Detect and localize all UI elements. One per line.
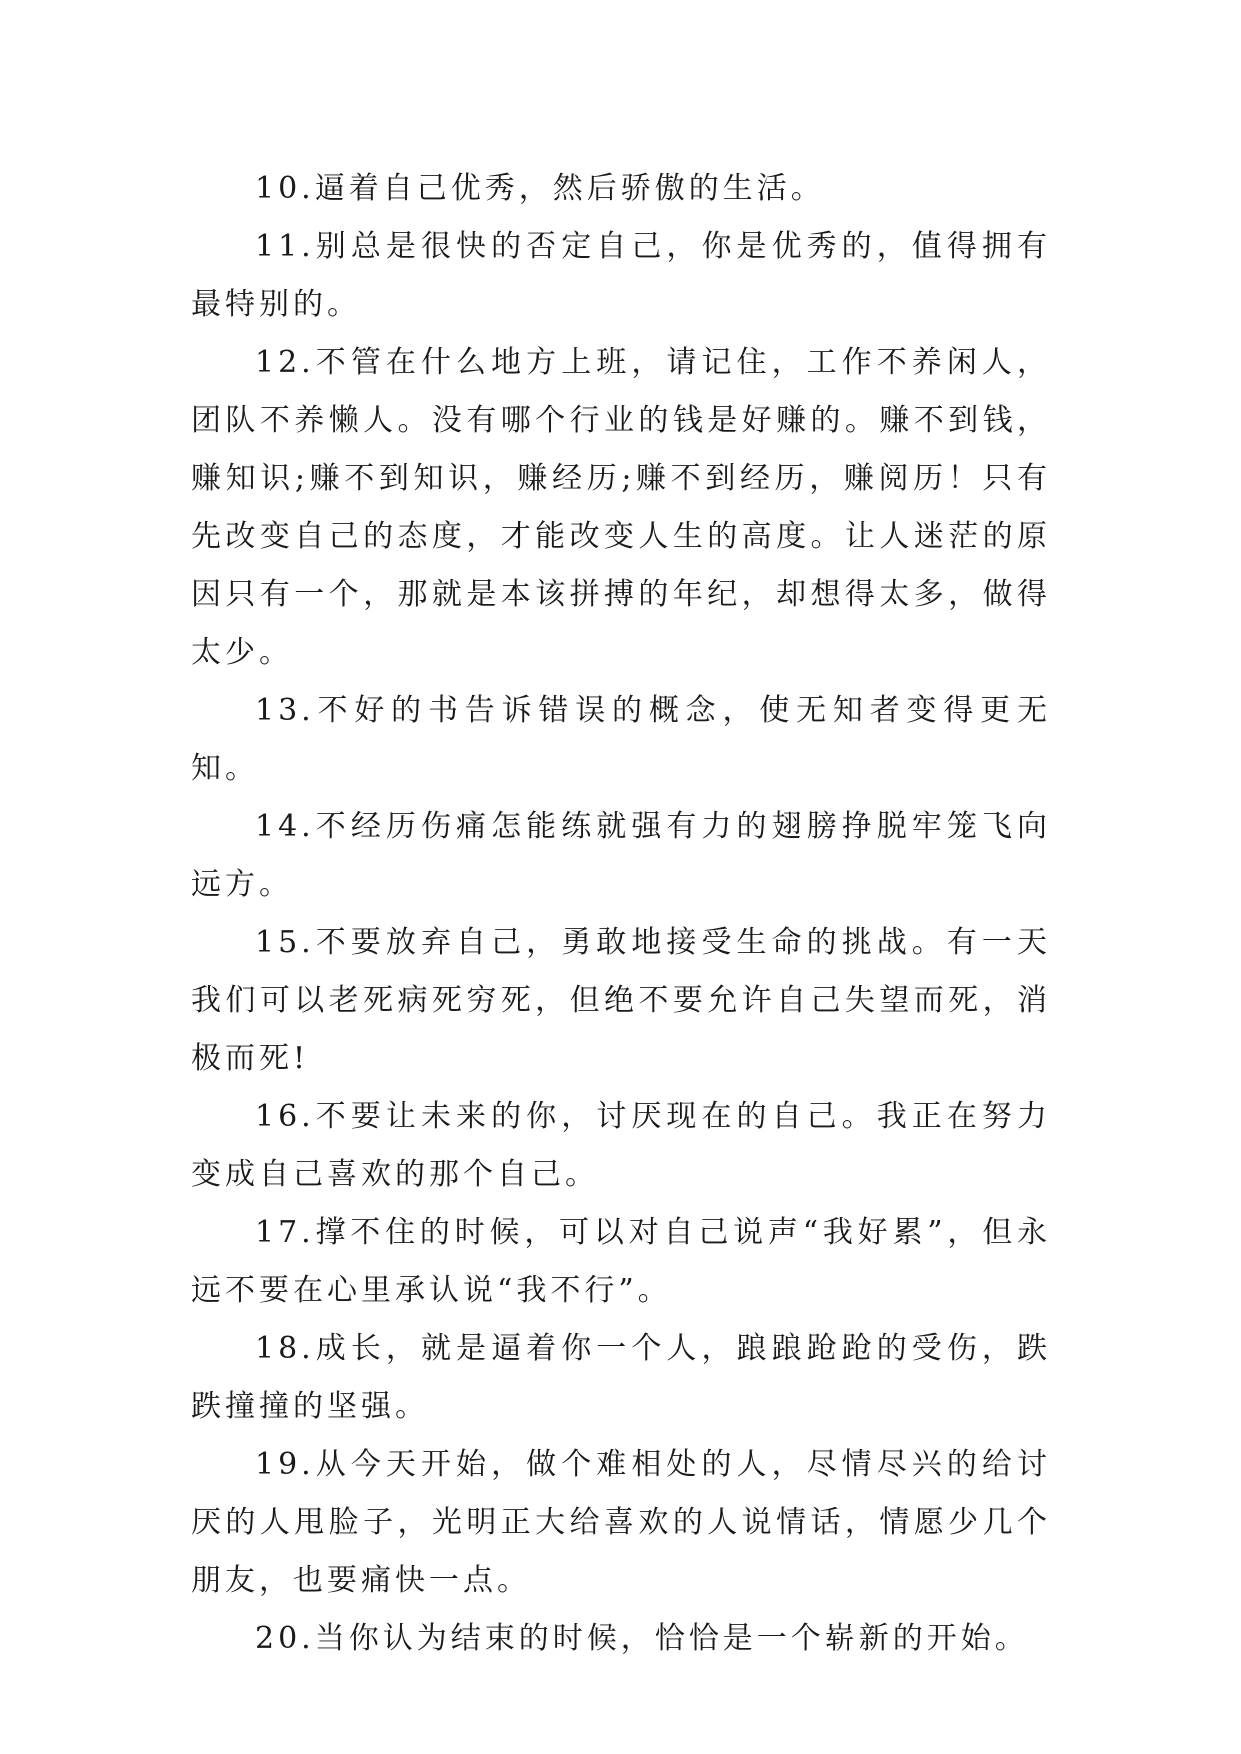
paragraph-15: 15.不要放弃自己，勇敢地接受生命的挑战。有一天我们可以老死病死穷死，但绝不要允许自己失望而死，消极而死!: [191, 925, 1051, 1076]
paragraph-16: 16.不要让未来的你，讨厌现在的自己。我正在努力变成自己喜欢的那个自己。: [191, 1099, 1051, 1192]
document-body: [191, 160, 1051, 1668]
paragraph-18: 18.成长，就是逼着你一个人，踉踉跄跄的受伤，跌跌撞撞的坚强。: [191, 1331, 1051, 1424]
paragraph-20: 20.当你认为结束的时候，恰恰是一个崭新的开始。: [255, 1621, 1029, 1656]
paragraph-12: 12.不管在什么地方上班，请记住，工作不养闲人，团队不养懒人。没有哪个行业的钱是好赚的。赚不到钱，赚知识;赚不到知识，赚经历;赚不到经历，赚阅历！只有先改变自己的态度，才能改变人生的高度。让人迷茫的原因只有一个，那就是本该拼搏的年纪，却想得太多，做得太少。: [191, 345, 1051, 670]
paragraph-19: 19.从今天开始，做个难相处的人，尽情尽兴的给讨厌的人甩脸子，光明正大给喜欢的人说情话，情愿少几个朋友，也要痛快一点。: [191, 1447, 1051, 1598]
paragraph-14: 14.不经历伤痛怎能练就强有力的翅膀挣脱牢笼飞向远方。: [191, 809, 1051, 902]
paragraph-13: 13.不好的书告诉错误的概念，使无知者变得更无知。: [191, 693, 1051, 786]
paragraph-10: 10.逼着自己优秀，然后骄傲的生活。: [255, 171, 825, 206]
paragraph-11: 11.别总是很快的否定自己，你是优秀的，值得拥有最特别的。: [191, 229, 1051, 322]
paragraph-17: 17.撑不住的时候，可以对自己说声“我好累”，但永远不要在心里承认说“我不行”。: [191, 1215, 1051, 1308]
